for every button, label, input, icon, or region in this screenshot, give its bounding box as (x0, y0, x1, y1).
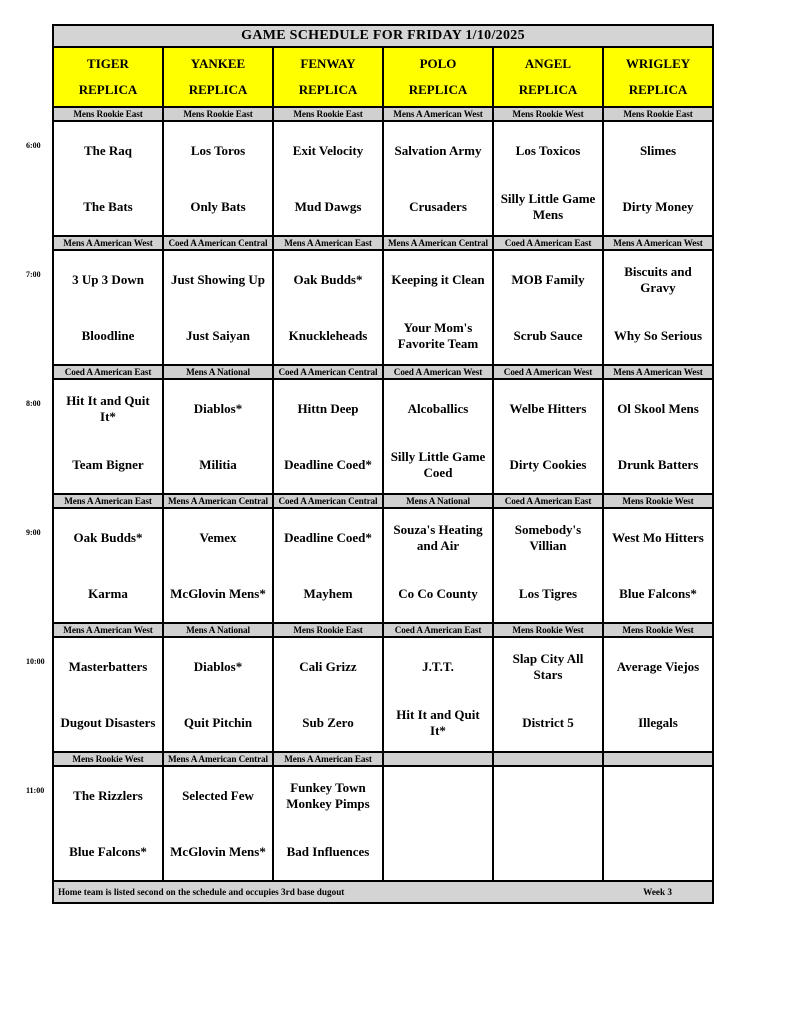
away-team (494, 768, 602, 824)
division-row (53, 752, 713, 766)
game-cell (53, 766, 163, 881)
away-team: West Mo Hitters (612, 529, 704, 545)
away-team: Vemex (199, 529, 237, 545)
division-label: Coed A American East (383, 623, 493, 637)
division-row (53, 365, 713, 379)
game-row (53, 637, 713, 752)
division-label: Mens A National (163, 623, 273, 637)
division-label (383, 752, 493, 766)
home-team: Your Mom's Favorite Team (397, 319, 479, 351)
game-cell (163, 379, 273, 494)
field-name: WRIGLEY (625, 56, 691, 71)
division-label (603, 752, 713, 766)
division-label: Mens Rookie West (493, 107, 603, 121)
division-label: Coed A American East (493, 494, 603, 508)
game-cell (273, 121, 383, 236)
away-team: Diablos* (193, 400, 243, 416)
division-label: Mens Rookie East (53, 107, 163, 121)
away-team: Somebody's Villian (514, 521, 582, 553)
home-team: Silly Little Game Coed (390, 448, 486, 480)
home-team: Karma (88, 585, 128, 601)
home-team: Dugout Disasters (60, 714, 156, 730)
division-label: Coed A American West (493, 365, 603, 379)
game-row (53, 121, 713, 236)
game-cell (493, 379, 603, 494)
time-label: 11:00 (26, 786, 45, 795)
game-cell (163, 766, 273, 881)
home-team: Hit It and Quit It* (396, 706, 480, 738)
home-team: Co Co County (398, 585, 478, 601)
away-team: Cali Grizz (299, 658, 357, 674)
division-label: Mens A American East (273, 236, 383, 250)
away-team: Los Toros (190, 142, 246, 158)
away-team: Souza's Heating and Air (393, 521, 483, 553)
division-label: Mens Rookie East (273, 107, 383, 121)
game-cell (273, 508, 383, 623)
home-team: Bloodline (81, 327, 135, 343)
division-label: Coed A American East (493, 236, 603, 250)
footer-content (58, 887, 708, 897)
game-cell (53, 250, 163, 365)
home-team: McGlovin Mens* (170, 585, 266, 601)
game-cell (53, 379, 163, 494)
time-label: 8:00 (26, 399, 41, 408)
home-team: Mud Dawgs (294, 198, 362, 214)
field-header-tiger (53, 47, 163, 107)
field-header-row (53, 47, 713, 107)
game-cell (383, 508, 493, 623)
division-label: Mens A American East (53, 494, 163, 508)
field-subtitle: REPLICA (298, 82, 358, 97)
game-cell (163, 121, 273, 236)
field-subtitle: REPLICA (628, 82, 688, 97)
game-cell (163, 508, 273, 623)
game-cell (603, 766, 713, 881)
away-team: Keeping it Clean (391, 271, 485, 287)
week-label: Week 3 (643, 887, 672, 897)
home-team: Crusaders (409, 198, 467, 214)
away-team: Hittn Deep (297, 400, 359, 416)
field-name: POLO (419, 56, 457, 71)
game-cell (273, 637, 383, 752)
away-team: 3 Up 3 Down (72, 271, 144, 287)
away-team: Salvation Army (394, 142, 482, 158)
game-cell (53, 121, 163, 236)
field-header-angel (493, 47, 603, 107)
home-team: Knuckleheads (288, 327, 368, 343)
home-team (604, 824, 712, 880)
game-row (53, 379, 713, 494)
division-label: Mens A American West (603, 365, 713, 379)
away-team: Average Viejos (616, 658, 700, 674)
home-team (384, 824, 492, 880)
division-label: Mens Rookie East (163, 107, 273, 121)
home-team: Illegals (638, 714, 678, 730)
time-label: 10:00 (26, 657, 45, 666)
home-team: Team Bigner (72, 456, 144, 472)
field-header-wrigley (603, 47, 713, 107)
time-label: 9:00 (26, 528, 41, 537)
away-team: The Rizzlers (73, 787, 143, 803)
schedule-table (52, 24, 714, 904)
division-label: Mens Rookie East (603, 107, 713, 121)
division-label: Mens Rookie West (603, 494, 713, 508)
home-team: The Bats (83, 198, 133, 214)
away-team (384, 768, 492, 824)
division-label (493, 752, 603, 766)
home-team: Dirty Cookies (509, 456, 587, 472)
home-team: Why So Serious (613, 327, 703, 343)
away-team (604, 768, 712, 824)
division-label: Mens A National (163, 365, 273, 379)
division-label: Coed A American East (53, 365, 163, 379)
game-cell (383, 766, 493, 881)
game-cell (163, 250, 273, 365)
away-team: Just Showing Up (171, 271, 265, 287)
home-team: Mayhem (303, 585, 353, 601)
away-team: Slimes (639, 142, 677, 158)
game-row (53, 250, 713, 365)
division-label: Mens A American West (383, 107, 493, 121)
away-team: Los Toxicos (515, 142, 581, 158)
division-label: Mens A American Central (383, 236, 493, 250)
division-label: Mens A American West (53, 623, 163, 637)
away-team: Ol Skool Mens (617, 400, 699, 416)
division-label: Coed A American Central (163, 236, 273, 250)
away-team: Exit Velocity (292, 142, 364, 158)
game-cell (603, 121, 713, 236)
game-cell (603, 379, 713, 494)
division-label: Mens A American Central (163, 752, 273, 766)
game-row (53, 766, 713, 881)
footer-cell (53, 881, 713, 903)
division-row (53, 623, 713, 637)
field-name: ANGEL (524, 56, 572, 71)
field-name: YANKEE (190, 56, 246, 71)
field-subtitle: REPLICA (408, 82, 468, 97)
division-label: Coed A American West (383, 365, 493, 379)
division-label: Mens A American East (273, 752, 383, 766)
home-team: Blue Falcons* (619, 585, 697, 601)
home-team: Los Tigres (518, 585, 578, 601)
game-cell (603, 508, 713, 623)
away-team: Deadline Coed* (284, 529, 372, 545)
home-team: Blue Falcons* (69, 843, 147, 859)
away-team: Hit It and Quit It* (66, 392, 150, 424)
game-row (53, 508, 713, 623)
game-cell (273, 766, 383, 881)
division-label: Mens Rookie West (493, 623, 603, 637)
away-team: J.T.T. (422, 658, 454, 674)
division-label: Mens Rookie East (273, 623, 383, 637)
division-label: Coed A American Central (273, 494, 383, 508)
division-label: Mens A American Central (163, 494, 273, 508)
home-team: Dirty Money (622, 198, 694, 214)
game-cell (493, 121, 603, 236)
field-header-polo (383, 47, 493, 107)
away-team: Diablos* (193, 658, 243, 674)
home-team: Only Bats (190, 198, 246, 214)
time-label: 7:00 (26, 270, 41, 279)
schedule-title: GAME SCHEDULE FOR FRIDAY 1/10/2025 (53, 25, 713, 47)
home-team: Militia (199, 456, 237, 472)
division-label: Mens Rookie West (53, 752, 163, 766)
field-subtitle: REPLICA (188, 82, 248, 97)
game-cell (383, 379, 493, 494)
away-team: Biscuits and Gravy (624, 263, 692, 295)
game-cell (493, 508, 603, 623)
away-team: Oak Budds* (293, 271, 363, 287)
game-cell (53, 637, 163, 752)
home-team: District 5 (522, 714, 574, 730)
game-cell (53, 508, 163, 623)
away-team: Funkey Town Monkey Pimps (286, 779, 370, 811)
game-cell (383, 121, 493, 236)
division-row (53, 494, 713, 508)
division-label: Mens A American West (603, 236, 713, 250)
away-team: Slap City All Stars (512, 650, 584, 682)
field-subtitle: REPLICA (518, 82, 578, 97)
away-team: Oak Budds* (73, 529, 143, 545)
division-label: Coed A American Central (273, 365, 383, 379)
field-name: TIGER (87, 56, 129, 71)
game-cell (273, 250, 383, 365)
field-name: FENWAY (300, 56, 356, 71)
division-row (53, 107, 713, 121)
division-label: Mens A National (383, 494, 493, 508)
game-cell (493, 250, 603, 365)
game-cell (603, 637, 713, 752)
home-team: Bad Influences (286, 843, 370, 859)
game-cell (493, 766, 603, 881)
home-team: Just Saiyan (186, 327, 250, 343)
schedule-body (53, 25, 713, 903)
away-team: MOB Family (511, 271, 585, 287)
away-team: Alcoballics (407, 400, 469, 416)
home-team: Drunk Batters (617, 456, 699, 472)
division-label: Mens A American West (53, 236, 163, 250)
game-cell (603, 250, 713, 365)
home-team (494, 824, 602, 880)
away-team: The Raq (83, 142, 133, 158)
footer-row (53, 881, 713, 903)
division-row (53, 236, 713, 250)
home-team: Sub Zero (302, 714, 354, 730)
game-cell (383, 637, 493, 752)
away-team: Selected Few (182, 787, 254, 803)
field-header-yankee (163, 47, 273, 107)
away-team: Welbe Hitters (509, 400, 587, 416)
game-cell (493, 637, 603, 752)
field-subtitle: REPLICA (78, 82, 138, 97)
home-team: Silly Little Game Mens (500, 190, 596, 222)
division-label: Mens Rookie West (603, 623, 713, 637)
field-header-fenway (273, 47, 383, 107)
game-cell (163, 637, 273, 752)
time-label: 6:00 (26, 141, 41, 150)
away-team: Masterbatters (68, 658, 148, 674)
game-cell (273, 379, 383, 494)
footer-note: Home team is listed second on the schedule and occupies 3rd base dugout (58, 887, 345, 897)
game-cell (383, 250, 493, 365)
home-team: Scrub Sauce (513, 327, 583, 343)
home-team: Deadline Coed* (284, 456, 372, 472)
home-team: Quit Pitchin (183, 714, 253, 730)
home-team: McGlovin Mens* (170, 843, 266, 859)
